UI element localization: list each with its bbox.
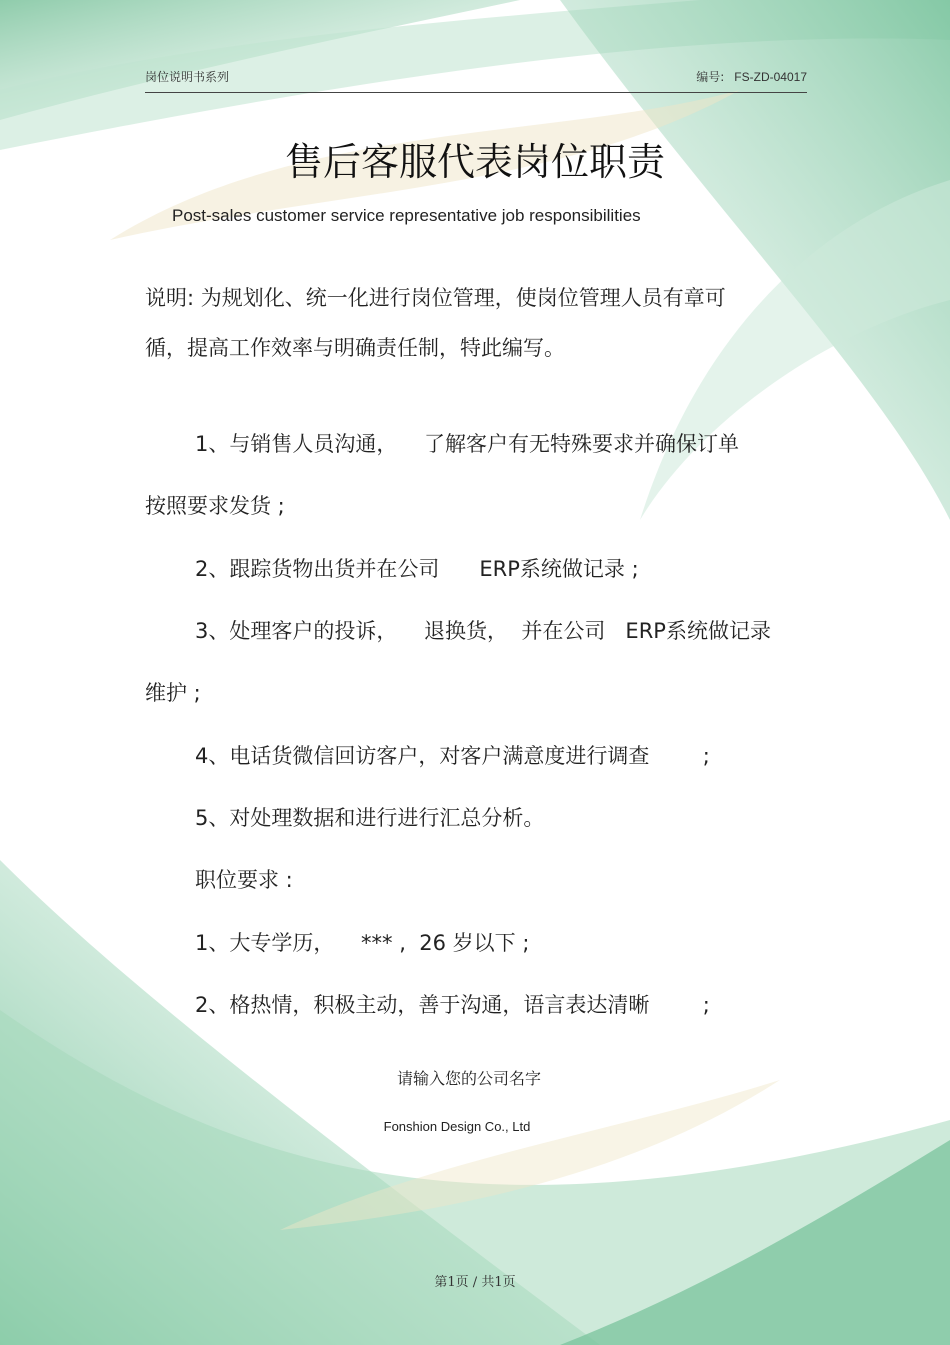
duty-item-3-continued: 维护 ;	[145, 681, 201, 705]
header-number-label: 编号:	[696, 70, 725, 84]
requirement-item-1: 1、大专学历， *** , 26 岁以下 ;	[195, 931, 530, 955]
header-number	[696, 68, 807, 85]
page-header	[145, 68, 807, 93]
requirements-heading: 职位要求 :	[195, 868, 293, 892]
header-number-value: FS-ZD-04017	[734, 70, 807, 84]
duty-item-1-continued: 按照要求发货 ;	[145, 494, 285, 518]
header-series: 岗位说明书系列	[145, 70, 230, 84]
duty-item-1: 1、与销售人员沟通， 了解客户有无特殊要求并确保订单	[195, 432, 740, 456]
duty-item-4: 4、电话货微信回访客户，对客户满意度进行调查 ;	[195, 744, 710, 768]
page-footer: 第1页 / 共1页	[434, 1275, 516, 1290]
duty-item-2: 2、跟踪货物出货并在公司 ERP系统做记录 ;	[195, 557, 639, 581]
company-name-en: Fonshion Design Co., Ltd	[383, 1119, 531, 1134]
document-title: 售后客服代表岗位职责	[284, 140, 665, 184]
intro-paragraph: 说明: 为规划化、统一化进行岗位管理，使岗位管理人员有章可循，提高工作效率与明确责任制，特此编写。	[145, 286, 726, 360]
duty-item-3: 3、处理客户的投诉， 退换货， 并在公司 ERP系统做记录	[195, 619, 771, 643]
duty-item-5: 5、对处理数据和进行进行汇总分析。	[195, 806, 545, 830]
requirement-item-2: 2、格热情，积极主动，善于沟通，语言表达清晰 ;	[195, 993, 710, 1017]
document-subtitle: Post-sales customer service representative job responsibilities	[172, 206, 641, 225]
company-name-cn: 请输入您的公司名字	[396, 1069, 541, 1088]
